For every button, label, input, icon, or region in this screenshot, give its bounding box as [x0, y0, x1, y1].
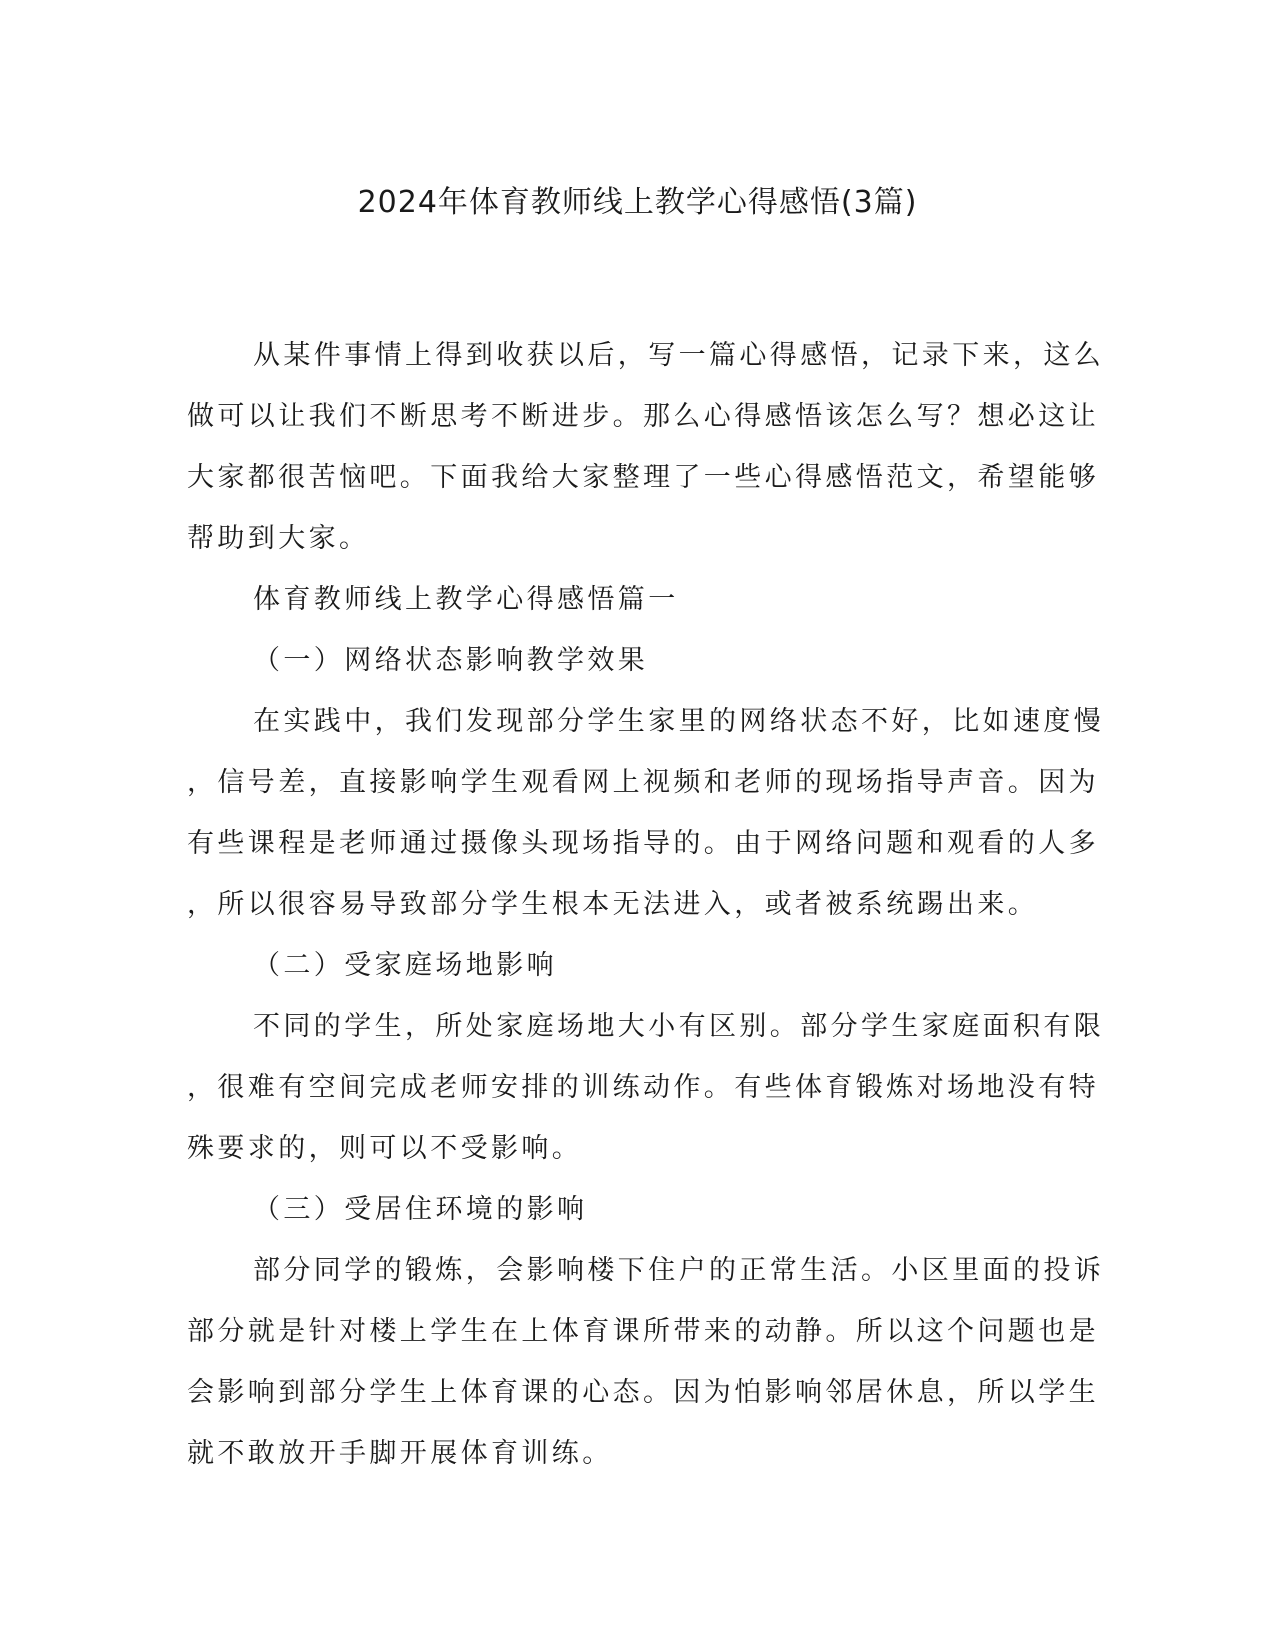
paragraph-first-line: 从某件事情上得到收获以后，写一篇心得感悟，记录下来，这么 — [253, 340, 1105, 371]
paragraph-first-line: 不同的学生，所处家庭场地大小有区别。部分学生家庭面积有限 — [253, 1011, 1105, 1042]
paragraph-line: ，所以很容易导致部分学生根本无法进入，或者被系统踢出来。 — [187, 889, 1039, 920]
paragraph-first-line: 部分同学的锻炼，会影响楼下住户的正常生活。小区里面的投诉 — [253, 1255, 1105, 1286]
document-title: 2024年体育教师线上教学心得感悟(3篇) — [357, 185, 918, 220]
paragraph-line: 就不敢放开手脚开展体育训练。 — [187, 1438, 613, 1469]
paragraph-first-line: 在实践中，我们发现部分学生家里的网络状态不好，比如速度慢 — [253, 706, 1105, 737]
paragraph-first-line: （一）网络状态影响教学效果 — [253, 645, 649, 676]
paragraph-line: 部分就是针对楼上学生在上体育课所带来的动静。所以这个问题也是 — [187, 1316, 1099, 1347]
paragraph-first-line: （二）受家庭场地影响 — [253, 950, 557, 981]
paragraph-first-line: （三）受居住环境的影响 — [253, 1194, 588, 1225]
paragraph-line: 大家都很苦恼吧。下面我给大家整理了一些心得感悟范文，希望能够 — [187, 462, 1099, 493]
document-body — [187, 325, 1105, 1484]
paragraph-first-line: 体育教师线上教学心得感悟篇一 — [253, 584, 679, 615]
paragraph-line: 殊要求的，则可以不受影响。 — [187, 1133, 583, 1164]
paragraph-line: ，很难有空间完成老师安排的训练动作。有些体育锻炼对场地没有特 — [187, 1072, 1099, 1103]
paragraph-line: 有些课程是老师通过摄像头现场指导的。由于网络问题和观看的人多 — [187, 828, 1099, 859]
paragraph-line: 帮助到大家。 — [187, 523, 370, 554]
paragraph-line: 会影响到部分学生上体育课的心态。因为怕影响邻居休息，所以学生 — [187, 1377, 1099, 1408]
paragraph-line: 做可以让我们不断思考不断进步。那么心得感悟该怎么写？想必这让 — [187, 401, 1099, 432]
paragraph-line: ，信号差，直接影响学生观看网上视频和老师的现场指导声音。因为 — [187, 767, 1099, 798]
